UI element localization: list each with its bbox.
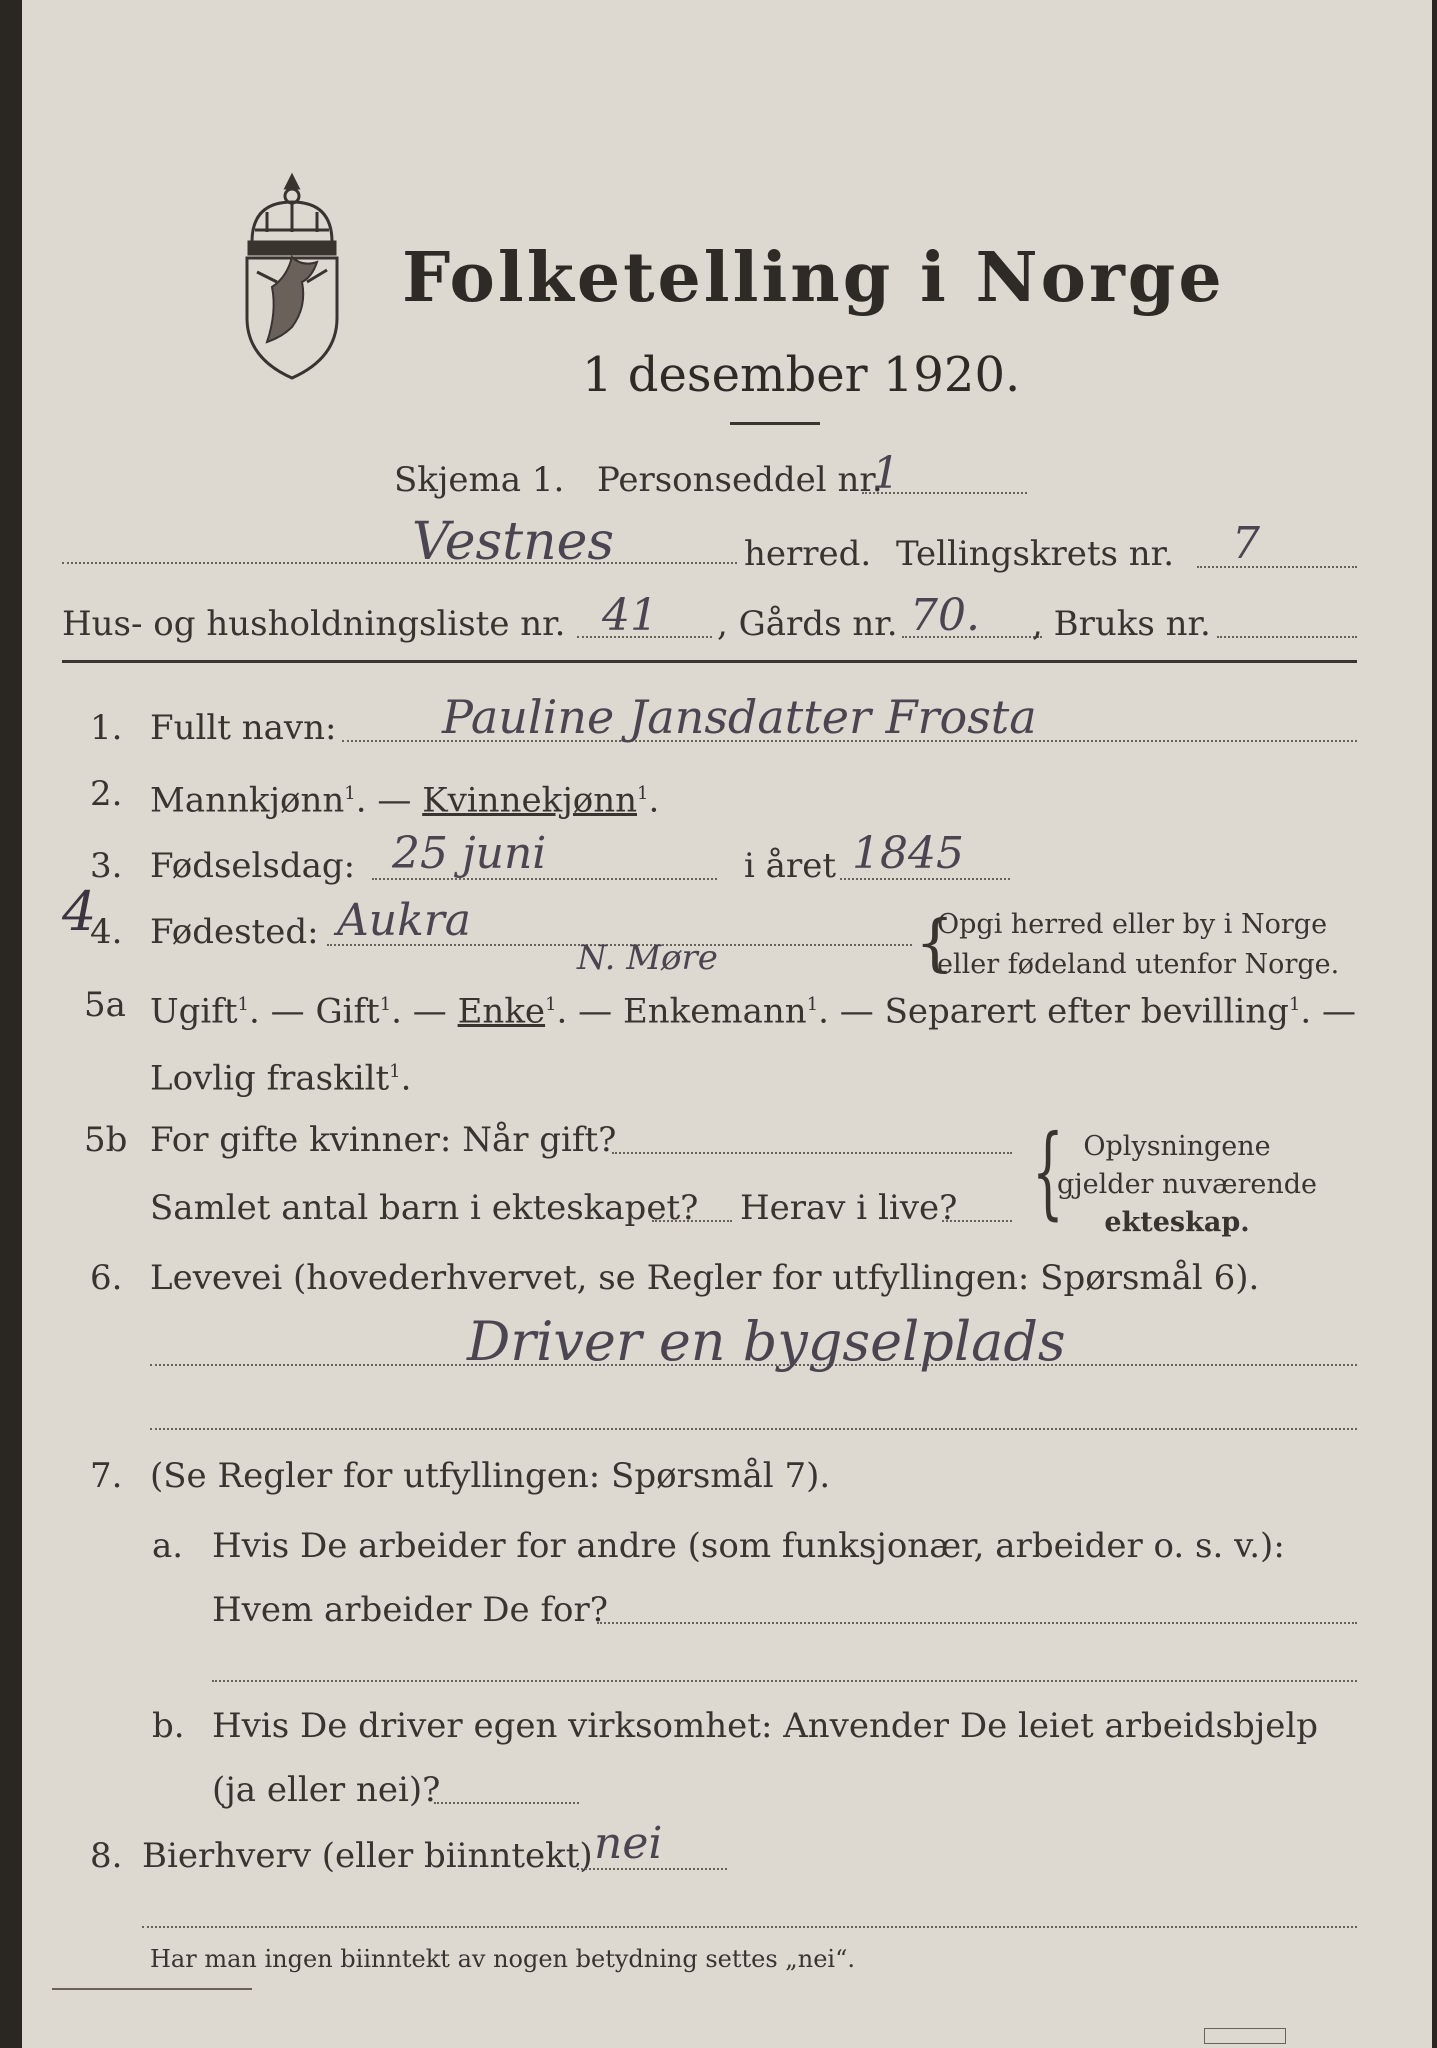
q5b-label-3: Herav i live? [740,1188,958,1228]
q4-note-2: eller fødeland utenfor Norge. [937,949,1340,980]
ugift-option[interactable]: Ugift [150,991,238,1032]
q5a-number: 5a [84,985,126,1025]
q5b-note-1: Oplysningene [1083,1131,1271,1162]
tellingskrets-value: 7 [1232,518,1260,569]
herred-field[interactable] [62,562,737,564]
personseddel-label: Personseddel nr. [597,460,883,500]
tellingskrets-field[interactable] [1197,566,1357,568]
form-title: Folketelling i Norge [402,238,1225,318]
q7b-label-1: Hvis De driver egen virksomhet: Anvender De leiet arbeidsbjelp [212,1706,1319,1746]
footer-rule [52,1988,252,1990]
q6-label: Levevei (hovederhvervet, se Regler for utfyllingen: Spørsmål 6). [150,1258,1260,1298]
birth-year-value: 1845 [852,828,964,879]
personseddel-value: 1 [872,448,900,499]
hired-help-field[interactable] [434,1802,579,1804]
q5a-options: Ugift$^1$. — Gift$^1$. — Enke$^1$. — Enkemann$^1$. — Separert efter bevilling$^1$. — [150,991,1357,1032]
male-option[interactable]: Mannkjønn [150,780,345,821]
children-total-field[interactable] [652,1220,732,1222]
title-divider [730,422,820,425]
skjema-label: Skjema 1. [394,460,565,500]
q5b-label-2: Samlet antal barn i ekteskapet? [150,1188,699,1228]
q4-note-1: Opgi herred eller by i Norge [937,909,1328,940]
header-divider [62,660,1357,663]
q8-label: Bierhverv (eller biinntekt) [142,1836,593,1876]
enkemann-option[interactable]: Enkemann [622,991,807,1032]
q4-brace: { [915,906,955,979]
q6-number: 6. [90,1258,123,1298]
q7-label: (Se Regler for utfyllingen: Spørsmål 7). [150,1456,831,1496]
occupation-value: Driver en bygselplads [467,1310,1066,1373]
q1-number: 1. [90,708,123,748]
occupation-field-2[interactable] [150,1428,1357,1430]
birthplace-value: Aukra [337,895,472,946]
children-alive-field[interactable] [942,1220,1012,1222]
hus-label: Hus- og husholdningsliste nr. [62,604,566,644]
married-date-field[interactable] [612,1152,1012,1154]
footer-note: Har man ingen biinntekt av nogen betydning settes „nei“. [150,1945,855,1973]
birthday-value: 25 juni [392,828,547,879]
q5b-brace: { [1032,1113,1064,1230]
q7a-label-1: Hvis De arbeider for andre (som funksjonær, arbeider o. s. v.): [212,1526,1285,1566]
q7a-letter: a. [152,1526,184,1566]
full-name-value: Pauline Jansdatter Frosta [442,690,1037,744]
employer-field-2[interactable] [212,1680,1357,1682]
herred-value: Vestnes [412,512,615,572]
q2-options: Mannkjønn$^1$. — Kvinnekjønn$^1$. [150,780,660,821]
q7-number: 7. [90,1456,123,1496]
bruks-label: , Bruks nr. [1032,604,1211,644]
employer-field[interactable] [597,1622,1357,1624]
form-date: 1 desember 1920. [582,347,1021,403]
coat-of-arms-icon [227,172,357,382]
q8-number: 8. [90,1836,123,1876]
q1-label: Fullt navn: [150,708,337,748]
side-income-value: nei [594,1818,663,1869]
census-form [22,0,1432,2048]
year-label: i året [744,846,836,886]
q7a-label-2: Hvem arbeider De for? [212,1590,608,1630]
q4-number: 4. [90,912,123,952]
fraskilt-option[interactable]: Lovlig fraskilt [150,1058,390,1099]
q5a-options-line2: Lovlig fraskilt$^1$. [150,1058,412,1099]
bruks-field[interactable] [1217,636,1357,638]
enke-option[interactable]: Enke [457,991,546,1032]
birthplace-value-2: N. Møre [577,938,718,978]
gards-value: 70. [910,590,980,641]
q5b-label-1: For gifte kvinner: Når gift? [150,1120,617,1160]
q5b-number: 5b [84,1120,128,1160]
gards-label: , Gårds nr. [717,604,898,644]
tellingskrets-label: Tellingskrets nr. [896,534,1175,574]
q7b-label-2: (ja eller nei)? [212,1770,441,1810]
q4-label: Fødested: [150,912,319,952]
printer-mark [1204,2028,1286,2044]
q5b-note-2: gjelder nuværende [1057,1169,1317,1200]
hus-value: 41 [602,590,658,641]
q2-number: 2. [90,774,123,814]
q7b-letter: b. [152,1706,185,1746]
q3-number: 3. [90,846,123,886]
female-option[interactable]: Kvinnekjønn [422,780,637,821]
q5b-note-3: ekteskap. [1104,1207,1250,1238]
side-income-field-2[interactable] [142,1926,1357,1928]
q3-label: Fødselsdag: [150,846,356,886]
q4-mark: 4 [62,880,97,943]
separert-option[interactable]: Separert efter bevilling [884,991,1289,1032]
gift-option[interactable]: Gift [315,991,380,1032]
herred-label: herred. [744,534,872,574]
